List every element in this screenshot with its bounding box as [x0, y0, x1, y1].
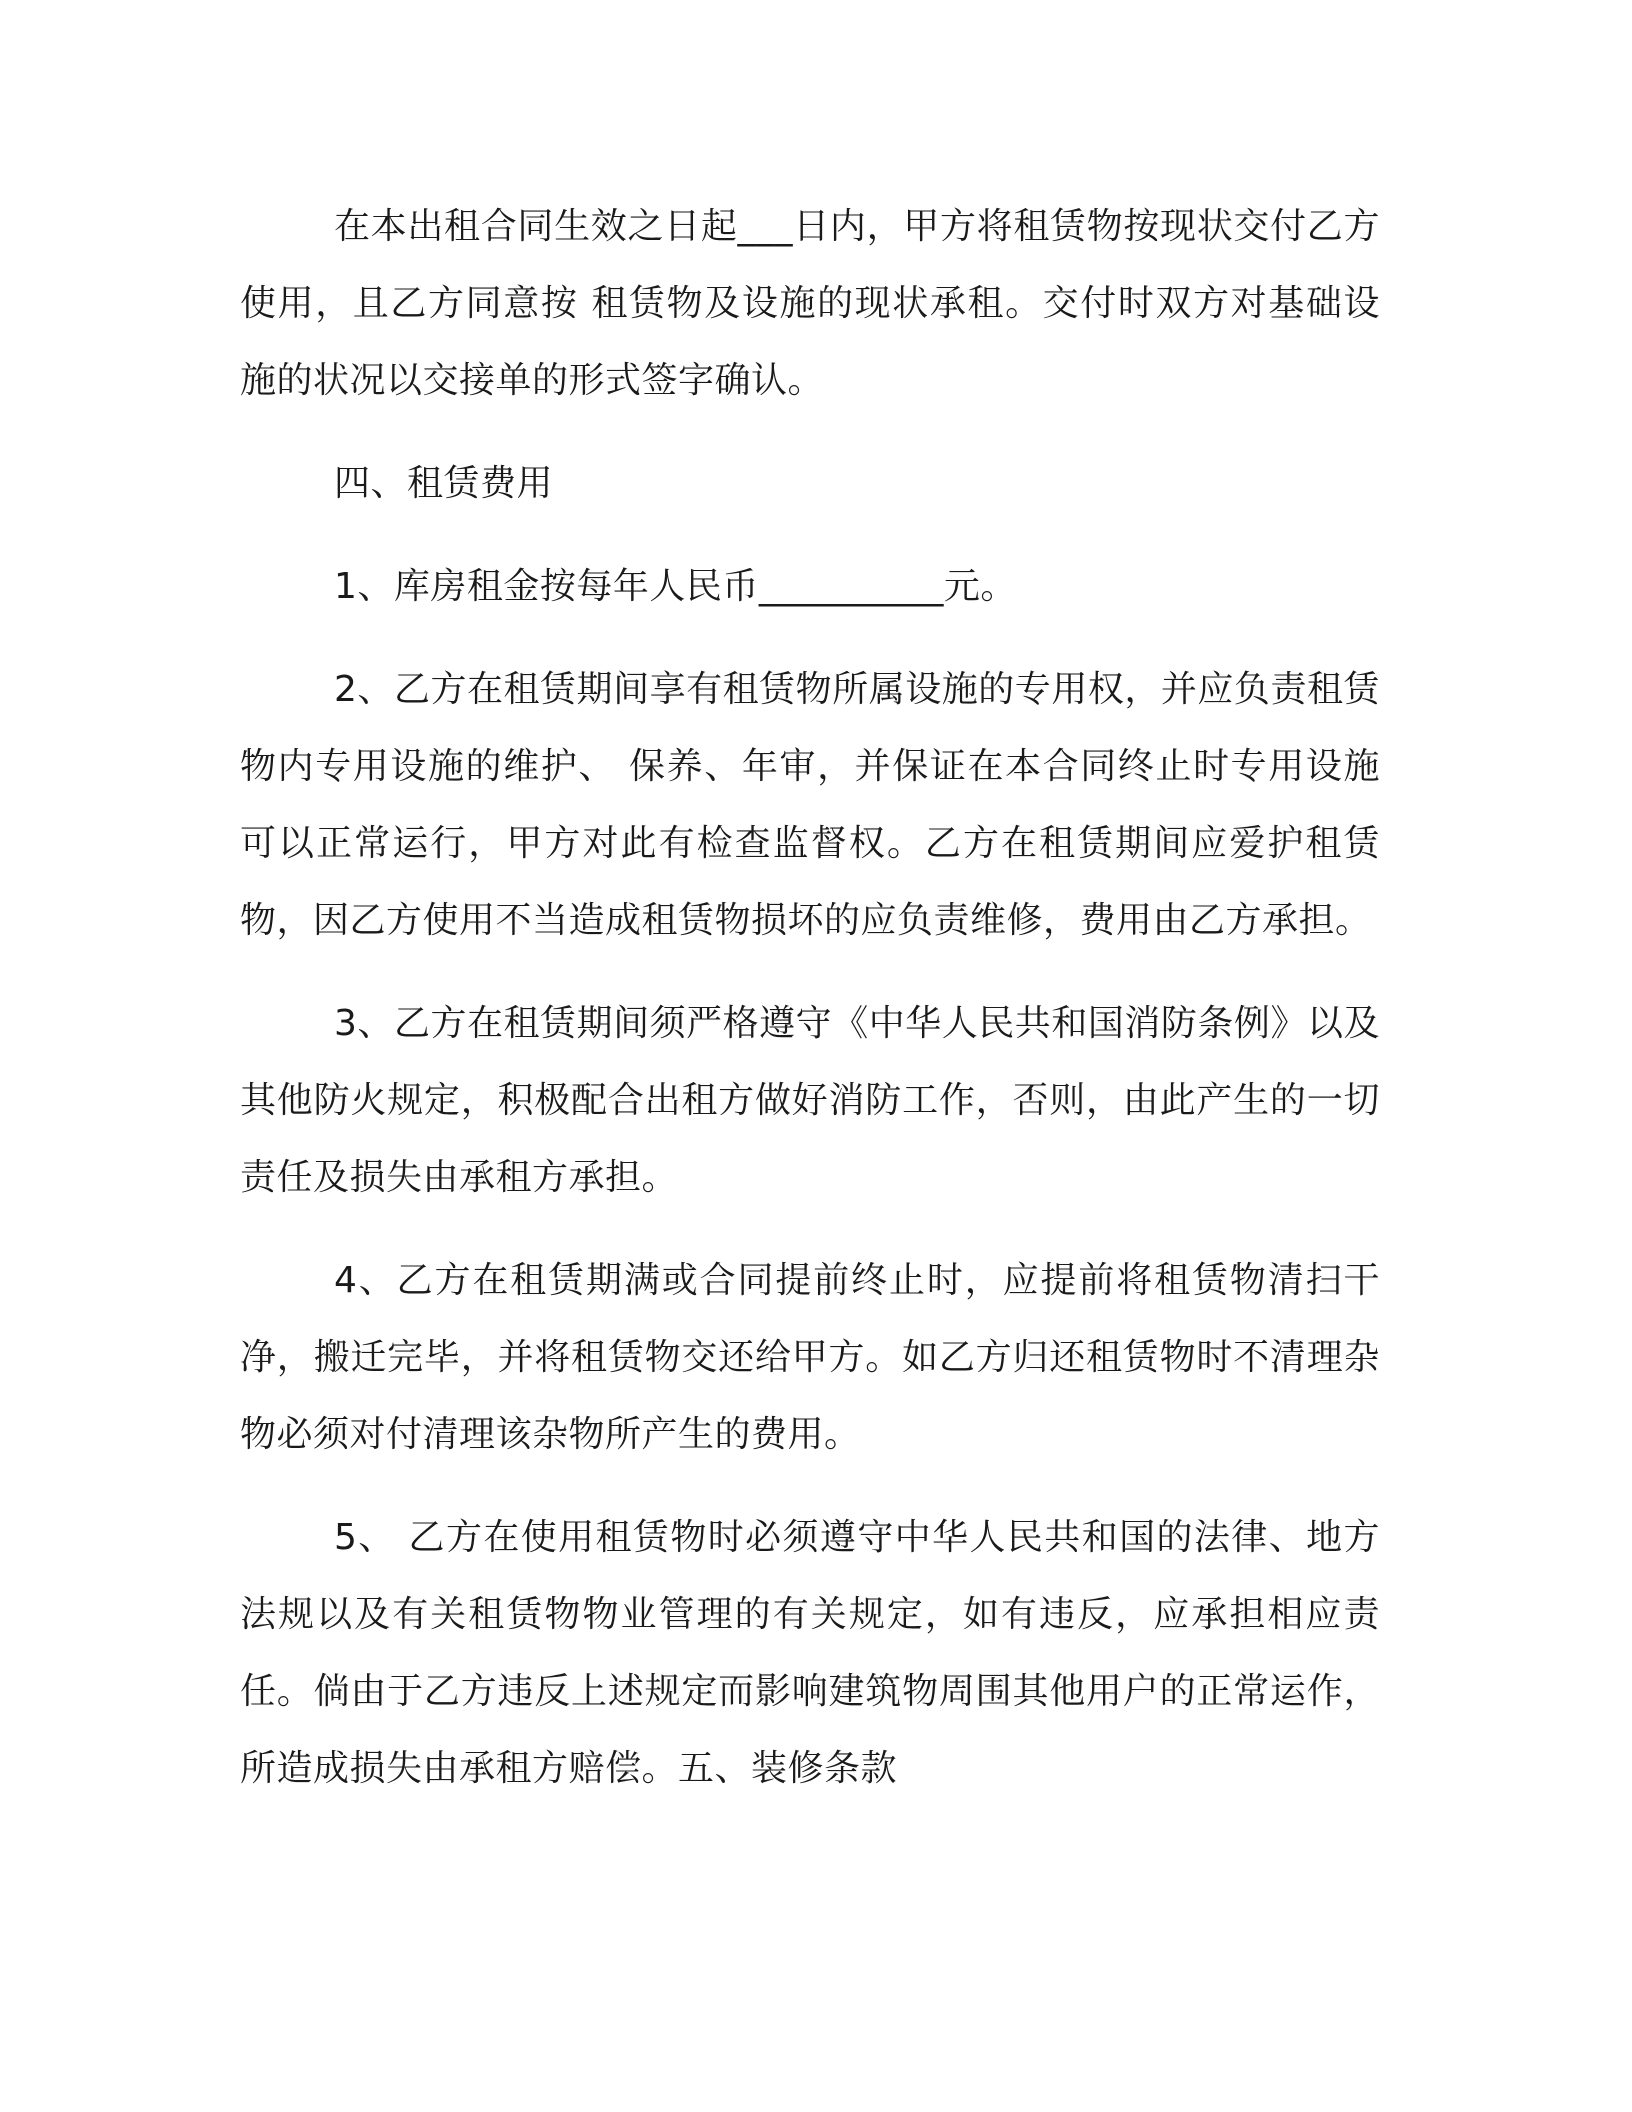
paragraph-clause-4: 4、乙方在租赁期满或合同提前终止时，应提前将租赁物清扫干净，搬迁完毕，并将租赁物交还给甲方。如乙方归还租赁物时不清理杂物必须对付清理该杂物所产生的费用。 [240, 1260, 1380, 1455]
paragraph-clause-2: 2、乙方在租赁期间享有租赁物所属设施的专用权，并应负责租赁物内专用设施的维护、 保养、年审，并保证在本合同终止时专用设施可以正常运行，甲方对此有检查监督权。乙方在租赁期间应爱护租赁物，因乙方使用不当造成租赁物损坏的应负责维修，费用由乙方承担。 [240, 669, 1380, 941]
section-heading-rent-fees: 四、租赁费用 [334, 463, 554, 504]
paragraph-clause-3: 3、乙方在租赁期间须严格遵守《中华人民共和国消防条例》以及其他防火规定，积极配合出租方做好消防工作，否则，由此产生的一切责任及损失由承租方承担。 [240, 1003, 1380, 1198]
document-body [240, 188, 1380, 1833]
paragraph-clause-5: 5、 乙方在使用租赁物时必须遵守中华人民共和国的法律、地方法规以及有关租赁物物业管理的有关规定，如有违反，应承担相应责任。倘由于乙方违反上述规定而影响建筑物周围其他用户的正常运作，所造成损失由承租方赔偿。五、装修条款 [240, 1517, 1380, 1789]
paragraph-clause-1: 1、库房租金按每年人民币__________元。 [334, 566, 1017, 607]
paragraph-delivery: 在本出租合同生效之日起___日内，甲方将租赁物按现状交付乙方使用，且乙方同意按 租赁物及设施的现状承租。交付时双方对基础设施的状况以交接单的形式签字确认。 [240, 206, 1380, 401]
